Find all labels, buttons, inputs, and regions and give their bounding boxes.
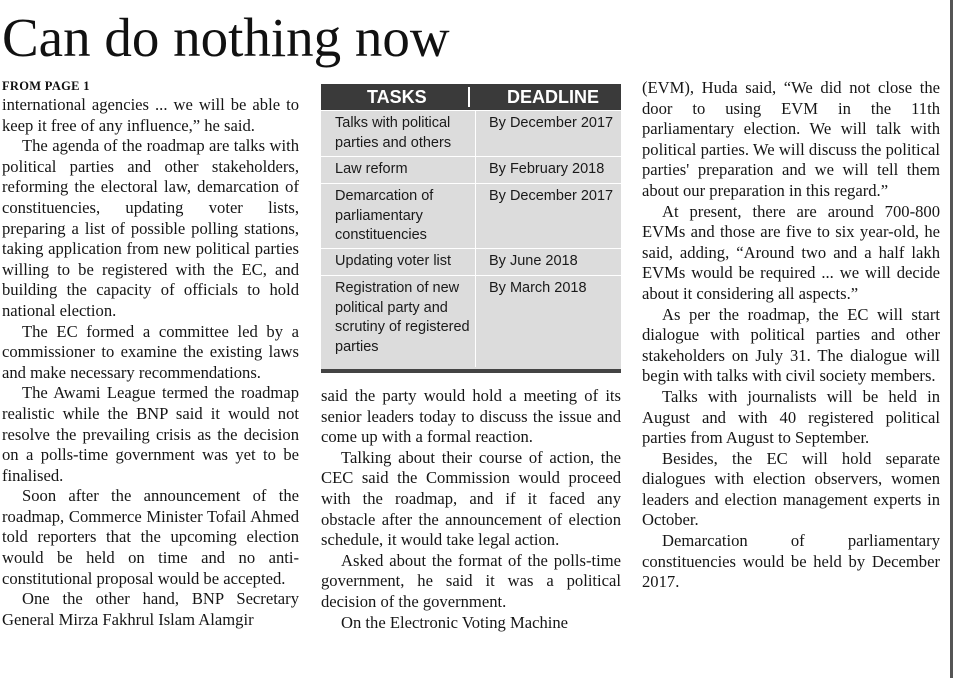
- task-row: [321, 156, 621, 183]
- task-row: [321, 248, 621, 275]
- task-row: [321, 110, 621, 156]
- paragraph: Soon after the announcement of the roadmap, Commerce Minister Tofail Ahmed told reporters that the upcoming election would be held on time and no anti-constitutional proposal would be accepted.: [2, 486, 299, 588]
- paragraph: The agenda of the roadmap are talks with political parties and other stakeholders, reforming the electoral law, demarcation of constituencies, updating voter lists, preparing a list of possible polling stations, taking application from new political parties willing to be registered with the EC, and building the capacity of officials to hold national election.: [2, 136, 299, 320]
- headline: Can do nothing now: [2, 7, 450, 68]
- paragraph: Asked about the format of the polls-time government, he said it was a political decision of the government.: [321, 550, 621, 611]
- paragraph: One the other hand, BNP Secretary General Mirza Fakhrul Islam Alamgir: [2, 589, 299, 629]
- paragraph: said the party would hold a meeting of its senior leaders today to discuss the issue and come up with a formal reaction.: [321, 386, 621, 447]
- task-deadline: By June 2018: [489, 253, 578, 269]
- paragraph: Talks with journalists will be held in August and with 40 registered political parties from August to September.: [642, 386, 940, 448]
- deadline-header-label: DEADLINE: [507, 87, 600, 107]
- paragraph: Talking about their course of action, the CEC said the Commission would proceed with the roadmap, and if it faced any obstacle after the announcement of election schedule, it would take legal action.: [321, 447, 621, 550]
- paragraph: Demarcation of parliamentary constituencies would be held by December 2017.: [642, 531, 940, 592]
- article-column-3: [642, 78, 940, 593]
- paragraph: The Awami League termed the roadmap realistic while the BNP said it would not resolve the prevailing crisis as the decision on a polls-time government was yet to be finalised.: [2, 383, 299, 485]
- task-name: Law reform: [335, 161, 408, 177]
- paragraph: international agencies ... we will be able to keep it free of any influence,” he said.: [2, 95, 299, 135]
- paragraph: (EVM), Huda said, “We did not close the door to using EVM in the 11th parliamentary election. We will talk with political parties. We will discuss the political parties' preparation and we will tell them about our preparation in this regard.”: [642, 78, 940, 200]
- task-deadline: By March 2018: [489, 280, 587, 296]
- paragraph: Besides, the EC will hold separate dialogues with election observers, women leaders and election management experts in October.: [642, 448, 940, 530]
- paragraph: At present, there are around 700-800 EVMs and those are five to six year-old, he said, adding, “Around two and a half lakh EVMs would be required ... we will decide about it considering all aspects.”: [642, 201, 940, 303]
- task-name: Updating voter list: [335, 253, 452, 269]
- task-deadline: By February 2018: [489, 161, 605, 177]
- tasks-deadline-box: [321, 84, 621, 373]
- from-page-label: FROM PAGE 1: [2, 79, 90, 93]
- paragraph: As per the roadmap, the EC will start dialogue with political parties and other stakeholders on July 31. The dialogue will begin with talks with civil society members.: [642, 304, 940, 386]
- task-name: Talks with political parties and others: [335, 115, 452, 151]
- paragraph: The EC formed a committee led by a commissioner to examine the existing laws and make necessary recommendations.: [2, 321, 299, 382]
- article-column-2: [321, 386, 621, 633]
- tasks-header-separator: [468, 87, 470, 107]
- tasks-header-label: TASKS: [367, 87, 427, 107]
- article-column-1: [2, 78, 299, 630]
- task-row: [321, 183, 621, 248]
- tasks-header: [321, 84, 621, 110]
- paragraph: On the Electronic Voting Machine: [341, 612, 569, 632]
- task-row: [321, 275, 621, 367]
- task-deadline: By December 2017: [489, 115, 614, 131]
- task-deadline: By December 2017: [489, 188, 614, 204]
- column-rule: [950, 0, 953, 678]
- task-name: Registration of new political party and scrutiny of registered parties: [335, 280, 470, 355]
- task-name: Demarcation of parliamentary constituencies: [335, 188, 434, 243]
